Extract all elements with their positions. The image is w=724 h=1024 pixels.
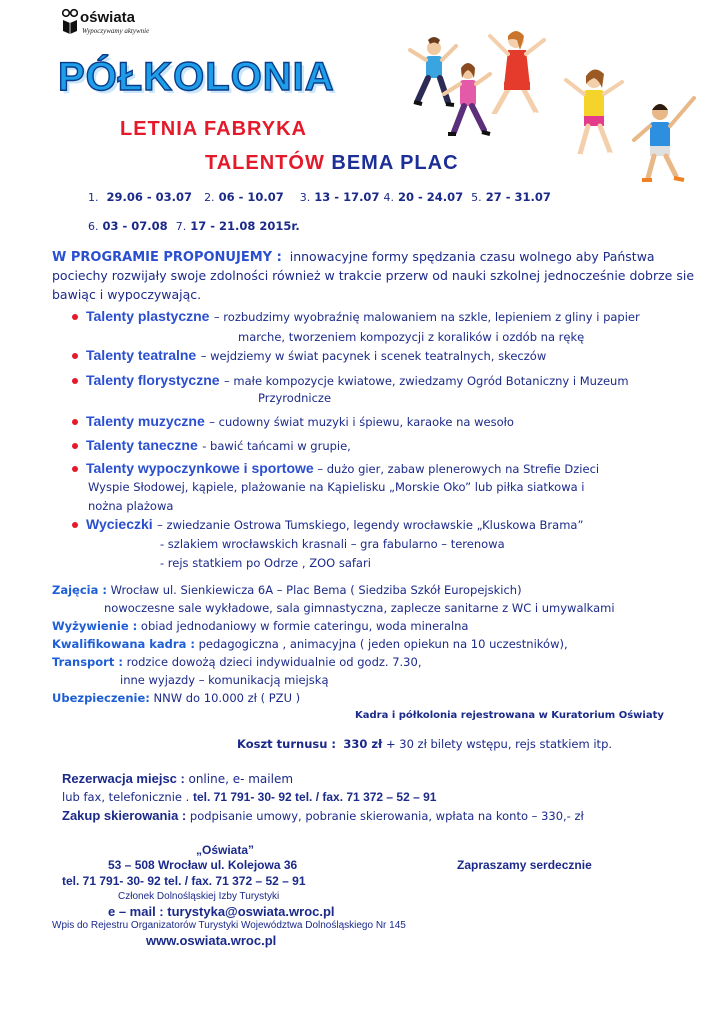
- registration-note: Kadra i półkolonia rejestrowana w Kuratorium Oświaty: [355, 710, 664, 721]
- talent-desc: - bawić tańcami w grupie,: [202, 439, 351, 453]
- talent-title: Talenty plastyczne: [86, 308, 210, 324]
- subtitle-talents: TALENTÓW: [205, 152, 325, 174]
- talent-item-trips: [86, 516, 583, 534]
- bullet-icon: [72, 419, 78, 425]
- cost-line: [237, 737, 612, 751]
- talent-title: Talenty taneczne: [86, 437, 198, 453]
- footer-www[interactable]: www.oswiata.wroc.pl: [146, 933, 277, 948]
- date-range: 17 - 21.08 2015r.: [190, 219, 300, 233]
- bullet-icon: [72, 314, 78, 320]
- footer-registry: Wpis do Rejestru Organizatorów Turystyki Województwa Dolnośląskiego Nr 145: [52, 920, 406, 931]
- talent-desc: – zwiedzanie Ostrowa Tumskiego, legendy wrocławskie „Kluskowa Brama”: [157, 518, 584, 532]
- info-value: NNW do 10.000 zł ( PZU ): [149, 691, 301, 705]
- talent-desc-cont: marche, tworzeniem kompozycji z koralików i ozdób na rękę: [238, 330, 585, 344]
- cost-value: 330 zł: [343, 737, 383, 751]
- bullet-icon: [72, 466, 78, 472]
- info-value: pedagogiczna , animacyjna ( jeden opiekun na 10 uczestników),: [198, 637, 568, 651]
- bullet-icon: [72, 353, 78, 359]
- footer-email[interactable]: e – mail : turystyka@oswiata.wroc.pl: [108, 904, 335, 919]
- reservation-contact: [62, 790, 436, 804]
- dates-row-2: [88, 219, 300, 233]
- program-line-2: pociechy rozwijały swoje zdolności również w trakcie przerw od nauki szkolnej jednocześnie dobrze sie: [52, 268, 695, 283]
- cost-label: Koszt turnusu :: [237, 737, 337, 751]
- date-range: 20 - 24.07: [397, 190, 464, 204]
- date-num: 7.: [175, 220, 187, 233]
- talent-desc-cont-2: nożna plażowa: [88, 499, 174, 513]
- purchase-label: Zakup skierowania :: [62, 808, 187, 823]
- date-range: 06 - 10.07: [218, 190, 284, 204]
- talent-title: Talenty wypoczynkowe i sportowe: [86, 460, 314, 476]
- talent-desc-cont-2: - rejs statkiem po Odrze , ZOO safari: [160, 556, 371, 570]
- footer-member: Członek Dolnośląskiej Izby Turystyki: [118, 891, 280, 902]
- date-num: 1.: [88, 191, 99, 204]
- footer-phones: tel. 71 791- 30- 92 tel. / fax. 71 372 – 52 – 91: [62, 874, 306, 888]
- subtitle-bema-plac: BEMA PLAC: [331, 152, 459, 174]
- talent-desc-cont: - szlakiem wrocławskich krasnali – gra fabularno – terenowa: [160, 537, 505, 551]
- talent-desc-cont: Wyspie Słodowej, kąpiele, plażowanie na Kąpielisku „Morskie Oko” lub piłka siatkowa i: [88, 480, 585, 494]
- purchase-line: [62, 808, 584, 823]
- info-label: Kwalifikowana kadra :: [52, 637, 195, 651]
- dates-row-1: [88, 190, 551, 204]
- reservation-line: [62, 771, 293, 786]
- info-value: rodzice dowożą dzieci indywidualnie od godz. 7.30,: [126, 655, 422, 669]
- date-num: 4.: [383, 191, 394, 204]
- date-range: 29.06 - 03.07: [106, 190, 193, 204]
- date-num: 2.: [204, 191, 215, 204]
- talent-item-plastic: [86, 308, 640, 326]
- bullet-icon: [72, 443, 78, 449]
- date-range: 13 - 17.07: [314, 190, 380, 204]
- talent-desc: – wejdziemy w świat pacynek i scenek teatralnych, skeczów: [200, 349, 547, 363]
- info-transport-cont: inne wyjazdy – komunikacją miejską: [120, 673, 329, 687]
- date-num: 5.: [471, 191, 482, 204]
- info-value: Wrocław ul. Sienkiewicza 6A – Plac Bema ( Siedziba Szkół Europejskich): [110, 583, 522, 597]
- info-wyzywienie: [52, 619, 468, 633]
- page-title: PÓŁKOLONIA: [58, 55, 335, 99]
- talent-desc-cont: Przyrodnicze: [258, 391, 332, 405]
- info-transport: [52, 655, 421, 669]
- talent-title: Talenty muzyczne: [86, 413, 205, 429]
- bullet-icon: [72, 378, 78, 384]
- reservation-phones: tel. 71 791- 30- 92 tel. / fax. 71 372 – 52 – 91: [192, 790, 437, 804]
- footer-org: „Oświata”: [196, 843, 255, 857]
- cost-rest: + 30 zł bilety wstępu, rejs statkiem itp.: [385, 737, 613, 751]
- talent-desc: – małe kompozycje kwiatowe, zwiedzamy Ogród Botaniczny i Muzeum: [224, 374, 629, 388]
- talent-desc: – cudowny świat muzyki i śpiewu, karaoke na wesoło: [209, 415, 514, 429]
- logo-name: oświata: [80, 9, 136, 26]
- program-heading: W PROGRAMIE PROPONUJEMY :: [52, 250, 282, 265]
- program-line-3: bawiąc i wypoczywając.: [52, 287, 202, 302]
- owl-logo-icon: [62, 8, 78, 34]
- program-text-1: innowacyjne formy spędzania czasu wolnego aby Państwa: [289, 249, 655, 264]
- talent-item-music: [86, 413, 514, 431]
- date-range: 27 - 31.07: [485, 190, 551, 204]
- reservation-text: online, e- mailem: [188, 772, 294, 786]
- subtitle-line-1: LETNIA FABRYKA: [120, 118, 307, 140]
- reservation-contact-text: lub fax, telefonicznie .: [62, 790, 193, 804]
- info-ubezpieczenie: [52, 691, 300, 705]
- talent-item-floristic: [86, 372, 629, 390]
- logo-tagline: Wypoczywamy aktywnie: [82, 27, 150, 35]
- date-num: 3.: [299, 191, 311, 204]
- date-num: 6.: [88, 220, 99, 233]
- info-kadra: [52, 637, 568, 651]
- footer-address: 53 – 508 Wrocław ul. Kolejowa 36: [108, 858, 298, 872]
- talent-title: Talenty florystyczne: [86, 372, 220, 388]
- info-label: Ubezpieczenie:: [52, 691, 150, 705]
- reservation-label: Rezerwacja miejsc :: [62, 771, 185, 786]
- talent-title: Wycieczki: [86, 516, 153, 532]
- talent-item-theatre: [86, 347, 546, 365]
- info-value: obiad jednodaniowy w formie cateringu, woda mineralna: [137, 619, 469, 633]
- footer-invite: Zapraszamy serdecznie: [457, 858, 592, 872]
- talent-desc: – rozbudzimy wyobraźnię malowaniem na szkle, lepieniem z gliny i papier: [213, 310, 640, 324]
- date-range: 03 - 07.08: [102, 219, 168, 233]
- info-label: Wyżywienie :: [52, 619, 138, 633]
- purchase-text: podpisanie umowy, pobranie skierowania, wpłata na konto – 330,- zł: [189, 809, 584, 823]
- info-zajecia-cont: nowoczesne sale wykładowe, sala gimnastyczna, zaplecze sanitarne z WC i umywalkami: [104, 601, 615, 615]
- info-label: Zajęcia :: [52, 583, 107, 597]
- program-line-1: [52, 249, 655, 265]
- talent-item-dance: [86, 437, 351, 455]
- info-label: Transport :: [52, 655, 123, 669]
- talent-desc: – dużo gier, zabaw plenerowych na Strefie Dzieci: [313, 462, 600, 476]
- info-zajecia: [52, 583, 522, 597]
- talent-title: Talenty teatralne: [86, 347, 197, 363]
- jumping-kids-illustration: [398, 28, 720, 188]
- talent-item-sport: [86, 460, 599, 478]
- bullet-icon: [72, 522, 78, 528]
